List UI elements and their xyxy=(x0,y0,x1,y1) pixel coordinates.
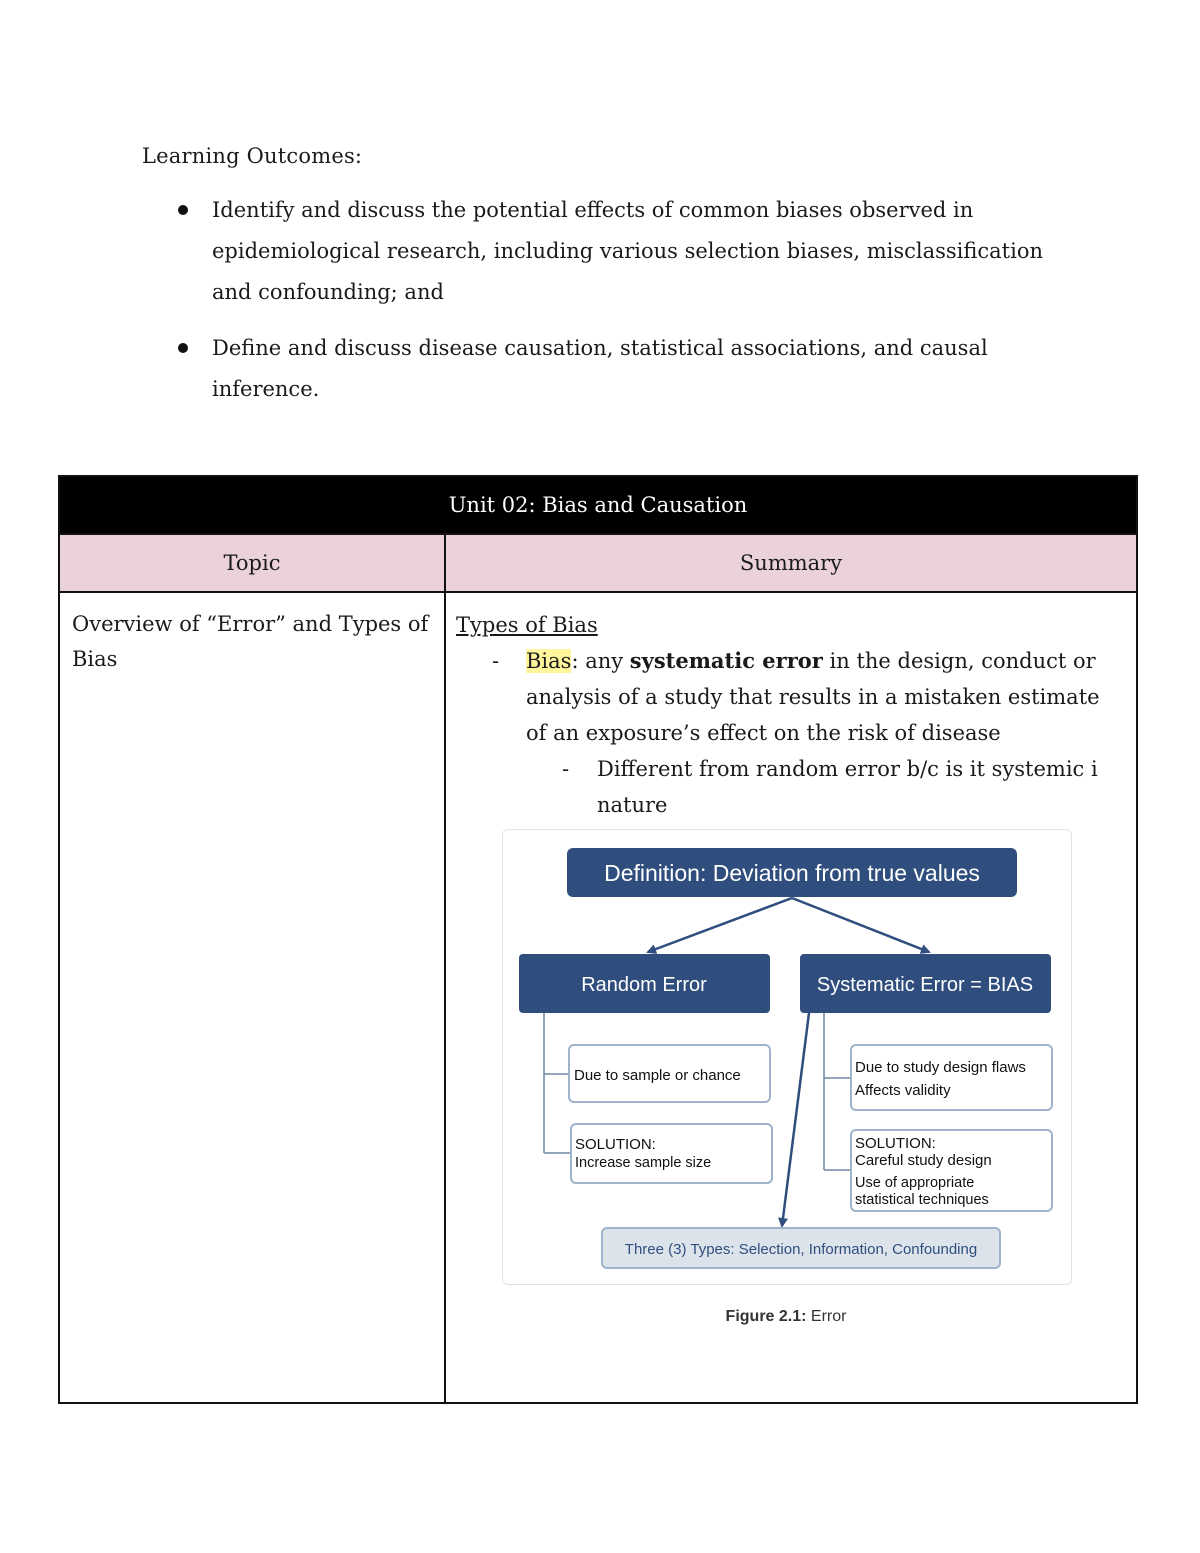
topic-text: Overview of “Error” and Types of Bias xyxy=(72,612,429,671)
systematic-solution-title: SOLUTION: xyxy=(855,1135,936,1152)
summary-cell xyxy=(445,592,1137,1403)
caption-label: Figure 2.1: xyxy=(725,1308,807,1325)
topic-header: Topic xyxy=(59,534,445,592)
arrow-to-types xyxy=(782,1013,809,1226)
systematic-solution-line1: Careful study design xyxy=(855,1152,992,1169)
unit-title: Unit 02: Bias and Causation xyxy=(59,476,1137,534)
design-flaws-box xyxy=(851,1045,1052,1110)
bias-definition xyxy=(456,643,1126,751)
random-error-text: Random Error xyxy=(581,974,707,996)
bias-bold: systematic error xyxy=(629,648,823,673)
arrow-to-systematic xyxy=(792,898,929,952)
random-solution-title: SOLUTION: xyxy=(575,1136,656,1153)
learning-outcome-item xyxy=(178,190,1058,313)
sub-point xyxy=(456,751,1126,823)
unit-table xyxy=(58,475,1138,1404)
systematic-error-text: Systematic Error = BIAS xyxy=(816,974,1034,996)
sub-point-text: Different from random error b/c is it systemic i nature xyxy=(597,757,1098,817)
caption-text: Error xyxy=(806,1308,847,1325)
error-diagram xyxy=(502,829,1072,1285)
types-text: Three (3) Types: Selection, Information, Confounding xyxy=(624,1241,978,1258)
bias-colon: : any xyxy=(571,649,630,673)
sample-chance-text: Due to sample or chance xyxy=(574,1067,741,1084)
learning-outcomes-heading: Learning Outcomes: xyxy=(142,144,363,168)
random-solution-text: Increase sample size xyxy=(575,1155,712,1171)
topic-cell xyxy=(59,592,445,1403)
summary-header: Summary xyxy=(445,534,1137,592)
random-solution-box xyxy=(571,1124,772,1183)
bullet-icon xyxy=(178,205,188,215)
summary-heading: Types of Bias xyxy=(456,613,598,637)
figure-caption xyxy=(502,1299,1070,1335)
bullet-icon xyxy=(178,343,188,353)
dash-marker: - xyxy=(562,757,570,781)
learning-outcome-item xyxy=(178,328,1058,410)
systematic-connector xyxy=(824,1013,851,1170)
bias-term: Bias xyxy=(526,649,572,673)
definition-text: Definition: Deviation from true values xyxy=(604,860,980,886)
arrow-to-random xyxy=(648,898,792,952)
learning-outcome-text: Identify and discuss the potential effects of common biases observed in epidemiological research, including various selection biases, misclassification and confounding; and xyxy=(212,198,1043,304)
learning-outcome-text: Define and discuss disease causation, statistical associations, and causal inference. xyxy=(212,336,988,401)
systematic-solution-line2: Use of appropriate xyxy=(855,1175,975,1191)
design-flaws-line2: Affects validity xyxy=(855,1082,951,1099)
random-connector xyxy=(544,1013,571,1153)
dash-marker: - xyxy=(492,649,500,673)
design-flaws-line1: Due to study design flaws xyxy=(855,1059,1026,1076)
learning-outcomes-list xyxy=(178,190,1058,425)
systematic-solution-line3: statistical techniques xyxy=(855,1192,989,1208)
bias-rest: in the design, conduct or analysis of a study that results in a mistaken estimate of an exposure’s effect on the risk of disease xyxy=(526,649,1100,745)
